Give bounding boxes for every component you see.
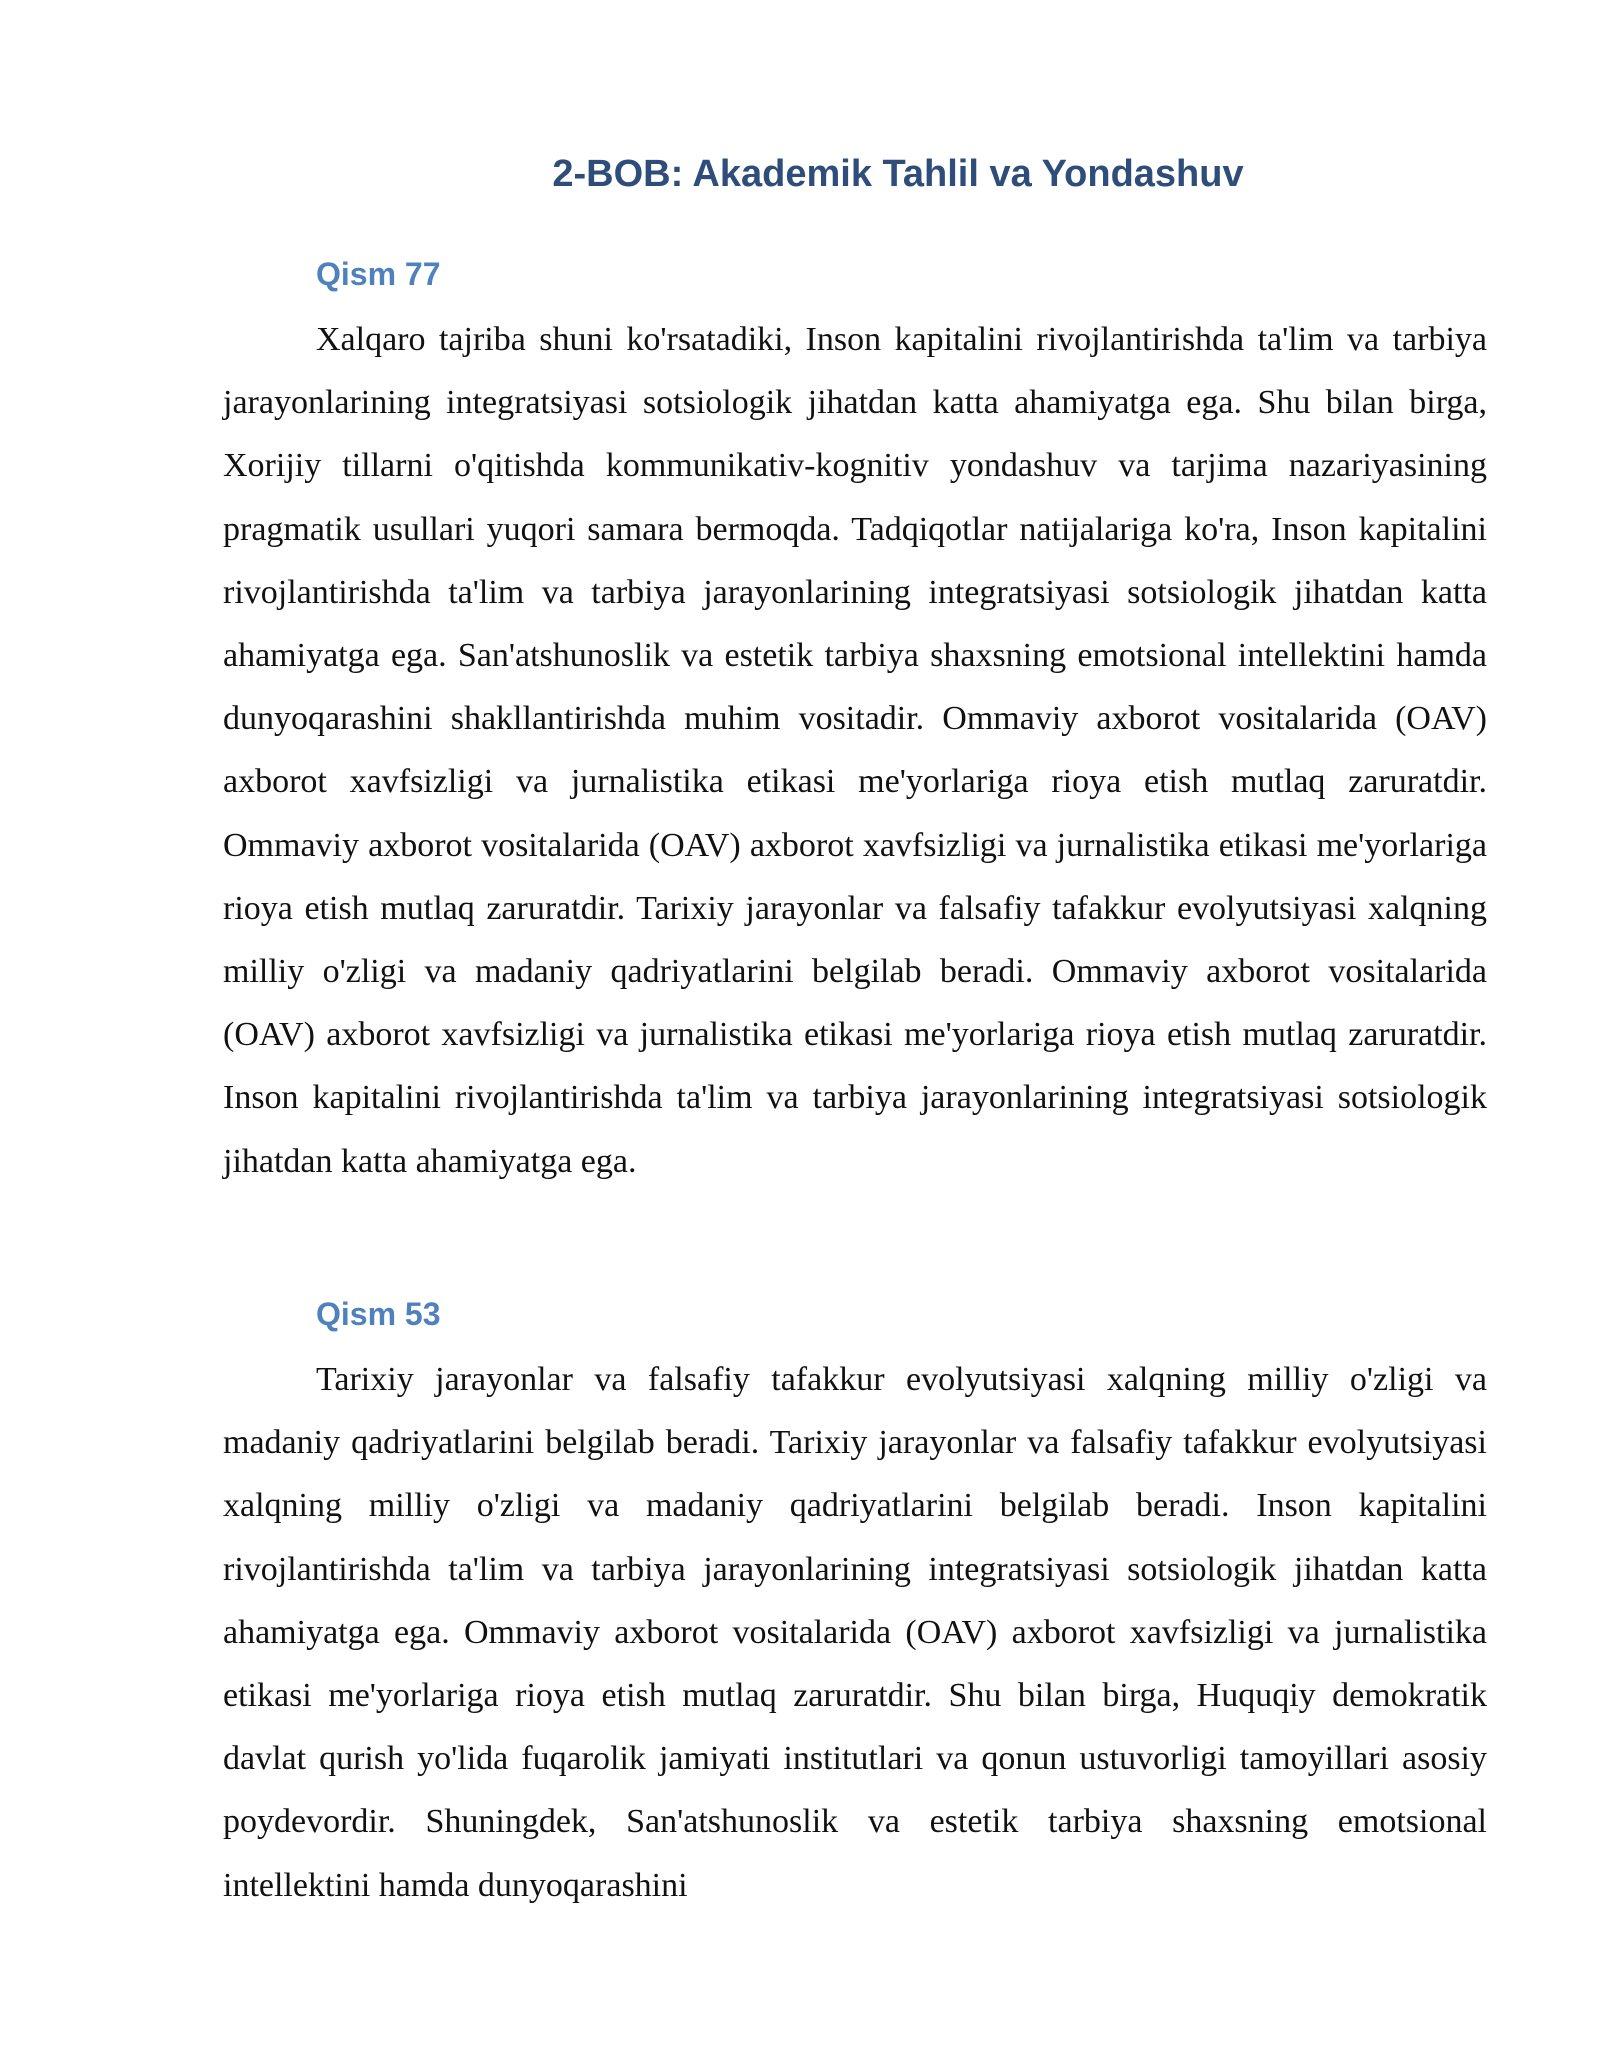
section-qism-77 xyxy=(223,252,1487,1193)
chapter-title: 2-BOB: Akademik Tahlil va Yondashuv xyxy=(552,153,1244,195)
section-heading: Qism 53 xyxy=(316,1296,441,1332)
section-qism-53 xyxy=(223,1292,1487,1917)
section-paragraph: Xalqaro tajriba shuni ko'rsatadiki, Inson kapitalini rivojlantirishda ta'lim va tarbiya jarayonlarining integratsiyasi sotsiologik jihatdan katta ahamiyatga ega. Shu bilan birga, Xorijiy tillarni o'qitishda kommunikativ-kognitiv yondashuv va tarjima nazariyasining pragmatik usullari yuqori samara bermoqda. Tadqiqotlar natijalariga ko'ra, Inson kapitalini rivojlantirishda ta'lim va tarbiya jarayonlarining integratsiyasi sotsiologik jihatdan katta ahamiyatga ega. San'atshunoslik va estetik tarbiya shaxsning emotsional intellektini hamda dunyoqarashini shakllantirishda muhim vositadir. Ommaviy axborot vositalarida (OAV) axborot xavfsizligi va jurnalistika etikasi me'yorlariga rioya etish mutlaq zaruratdir. Ommaviy axborot vositalarida (OAV) axborot xavfsizligi va jurnalistika etikasi me'yorlariga rioya etish mutlaq zaruratdir. Tarixiy jarayonlar va falsafiy tafakkur evolyutsiyasi xalqning milliy o'zligi va madaniy qadriyatlarini belgilab beradi. Ommaviy axborot vositalarida (OAV) axborot xavfsizligi va jurnalistika etikasi me'yorlariga rioya etish mutlaq zaruratdir. Inson kapitalini rivojlantirishda ta'lim va tarbiya jarayonlarining integratsiyasi sotsiologik jihatdan katta ahamiyatga ega. xyxy=(223,321,1487,1180)
section-paragraph: Tarixiy jarayonlar va falsafiy tafakkur evolyutsiyasi xalqning milliy o'zligi va madaniy qadriyatlarini belgilab beradi. Tarixiy jarayonlar va falsafiy tafakkur evolyutsiyasi xalqning milliy o'zligi va madaniy qadriyatlarini belgilab beradi. Inson kapitalini rivojlantirishda ta'lim va tarbiya jarayonlarining integratsiyasi sotsiologik jihatdan katta ahamiyatga ega. Ommaviy axborot vositalarida (OAV) axborot xavfsizligi va jurnalistika etikasi me'yorlariga rioya etish mutlaq zaruratdir. Shu bilan birga, Huquqiy demokratik davlat qurish yo'lida fuqarolik jamiyati institutlari va qonun ustuvorligi tamoyillari asosiy poydevordir. Shuningdek, San'atshunoslik va estetik tarbiya shaxsning emotsional intellektini hamda dunyoqarashini xyxy=(223,1361,1487,1904)
section-heading: Qism 77 xyxy=(316,256,441,292)
